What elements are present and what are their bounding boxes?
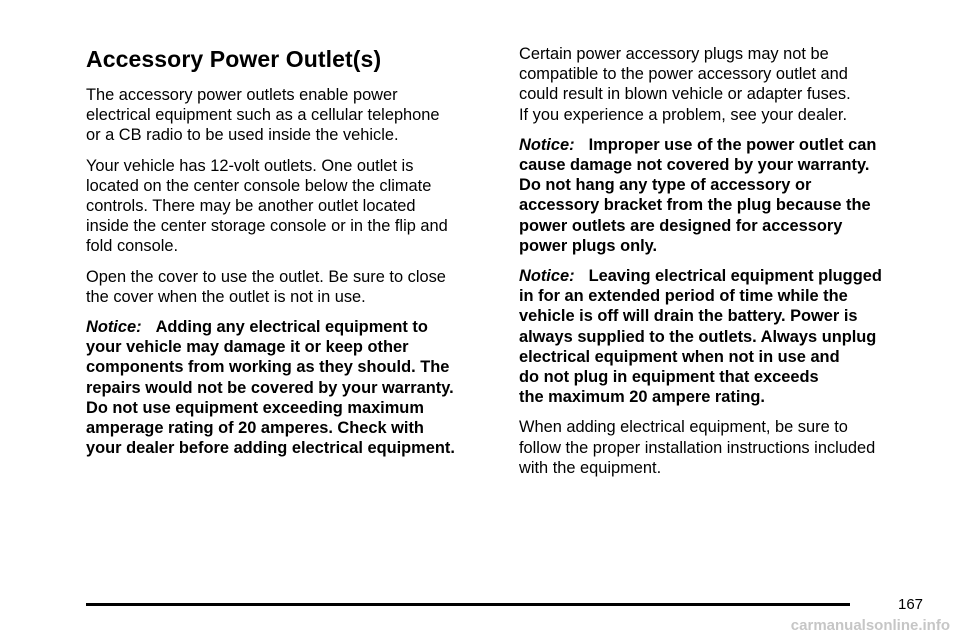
notice-label: Notice:: [86, 318, 142, 337]
watermark: carmanualsonline.info: [790, 617, 950, 634]
intro-paragraph: The accessory power outlets enable power electrical equipment such as a cellular telephone or a CB radio to be used inside the vehicle.: [86, 86, 440, 145]
notice-label: Notice:: [519, 135, 575, 154]
cover-instructions-paragraph: Open the cover to use the outlet. Be sure to close the cover when the outlet is not in use.: [86, 267, 446, 306]
notice-improper-use: [519, 135, 929, 256]
left-column: [86, 44, 496, 468]
notice-text: Improper use of the power outlet can cause damage not covered by your warranty. Do not hang any type of accessory or accessory bracket from the plug because the power outlets are designed for accessory power plugs only.: [519, 135, 877, 255]
installation-paragraph: When adding electrical equipment, be sure to follow the proper installation instructions included with the equipment.: [519, 418, 876, 477]
right-column: [519, 44, 929, 488]
compatibility-paragraph: Certain power accessory plugs may not be compatible to the power accessory outlet and could result in blown vehicle or adapter fuses. If you experience a problem, see your dealer.: [519, 45, 851, 124]
outlet-location-paragraph: Your vehicle has 12-volt outlets. One outlet is located on the center console below the climate controls. There may be another outlet located inside the center storage console or in the flip and fold console.: [86, 156, 448, 256]
page-number: 167: [898, 596, 924, 613]
notice-equipment: [86, 317, 496, 458]
notice-text: Leaving electrical equipment plugged in for an extended period of time while the vehicle is off will drain the battery. Power is always supplied to the outlets. Always unplug electrical equipment when not in use and do not plug in equipment that exceeds the maximum 20 ampere rating.: [519, 267, 882, 407]
notice-label: Notice:: [519, 267, 575, 286]
notice-battery-drain: [519, 266, 929, 407]
section-heading: Accessory Power Outlet(s): [86, 46, 382, 72]
footer-rule: [86, 603, 850, 606]
notice-text: Adding any electrical equipment to your vehicle may damage it or keep other components from working as they should. The repairs would not be covered by your warranty. Do not use equipment exceeding maximum amperage rating of 20 amperes. Check with your dealer before adding electrical equipment.: [86, 318, 455, 458]
